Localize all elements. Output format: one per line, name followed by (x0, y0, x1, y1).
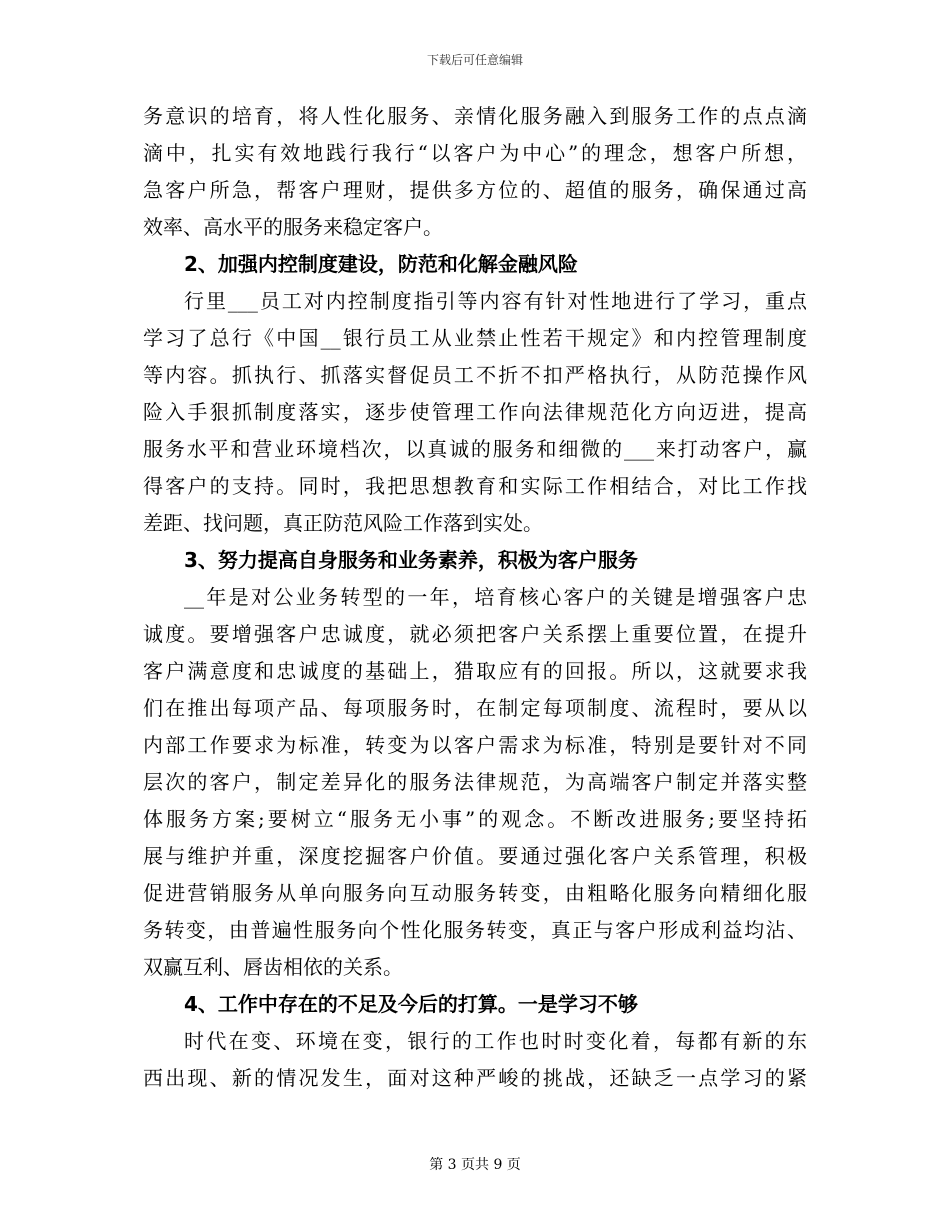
text-line: 们在推出每项产品、每项服务时，在制定每项制度、流程时，要从以 (143, 696, 807, 720)
text-line: 得客户的支持。同时，我把思想教育和实际工作相结合，对比工作找 (143, 474, 807, 498)
text-line: 滴中，扎实有效地践行我行“以客户为中心”的理念，想客户所想， (143, 141, 807, 165)
text-line: 等内容。抓执行、抓落实督促员工不折不扣严格执行，从防范操作风 (143, 363, 807, 387)
text-line: 急客户所急，帮客户理财，提供多方位的、超值的服务，确保通过高 (143, 178, 807, 202)
text-line: 效率、高水平的服务来稳定客户。 (143, 215, 443, 239)
text-line: 客户满意度和忠诚度的基础上，猎取应有的回报。所以，这就要求我 (143, 659, 807, 683)
section-heading-4: 4、工作中存在的不足及今后的打算。一是学习不够 (184, 992, 638, 1016)
text-line: 服务水平和营业环境档次，以真诚的服务和细微的___来打动客户，赢 (143, 437, 807, 461)
page-header-note: 下载后可任意编辑 (426, 53, 523, 67)
text-line: 学习了总行《中国__银行员工从业禁止性若干规定》和内控管理制度 (143, 326, 807, 350)
section-heading-3: 3、努力提高自身服务和业务素养，积极为客户服务 (184, 548, 638, 572)
text-line: 西出现、新的情况发生，面对这种严峻的挑战，还缺乏一点学习的紧 (143, 1066, 807, 1090)
text-line: 险入手狠抓制度落实，逐步使管理工作向法律规范化方向迈进，提高 (143, 400, 807, 424)
text-line: 诚度。要增强客户忠诚度，就必须把客户关系摆上重要位置，在提升 (143, 622, 807, 646)
text-line: 时代在变、环境在变，银行的工作也时时变化着，每都有新的东 (184, 1029, 807, 1053)
section-heading-2: 2、加强内控制度建设，防范和化解金融风险 (184, 252, 578, 276)
document-body (143, 98, 807, 1097)
text-line: 内部工作要求为标准，转变为以客户需求为标准，特别是要针对不同 (143, 733, 807, 757)
text-line: 双赢互利、唇齿相依的关系。 (143, 955, 403, 979)
text-line: 行里___员工对内控制度指引等内容有针对性地进行了学习，重点 (184, 289, 807, 313)
text-line: 务转变，由普遍性服务向个性化服务转变，真正与客户形成利益均沾、 (143, 918, 807, 942)
text-line: __年是对公业务转型的一年，培育核心客户的关键是增强客户忠 (184, 585, 807, 609)
text-line: 务意识的培育，将人性化服务、亲情化服务融入到服务工作的点点滴 (143, 104, 807, 128)
text-line: 体服务方案;要树立“服务无小事”的观念。不断改进服务;要坚持拓 (143, 807, 807, 831)
text-line: 层次的客户，制定差异化的服务法律规范，为高端客户制定并落实整 (143, 770, 807, 794)
page-number: 第 3 页共 9 页 (429, 1157, 521, 1173)
text-line: 差距、找问题，真正防范风险工作落到实处。 (143, 511, 543, 535)
text-line: 促进营销服务从单向服务向互动服务转变，由粗略化服务向精细化服 (143, 881, 807, 905)
text-line: 展与维护并重，深度挖掘客户价值。要通过强化客户关系管理，积极 (143, 844, 807, 868)
